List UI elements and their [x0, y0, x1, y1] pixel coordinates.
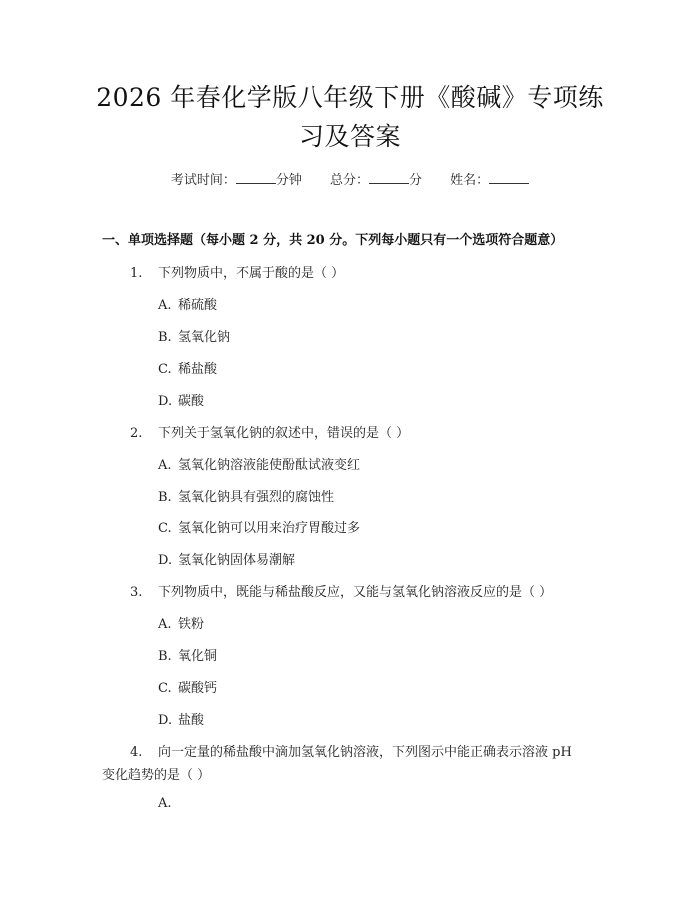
- question-4-continuation: 变化趋势的是（ ）: [102, 768, 211, 783]
- question-number: 1.: [130, 266, 143, 281]
- option-letter: D.: [158, 713, 173, 728]
- time-blank: [236, 172, 276, 184]
- question-1: [130, 262, 344, 281]
- option-letter: B.: [158, 490, 172, 505]
- question-text: 下列物质中，不属于酸的是（ ）: [158, 266, 345, 281]
- option-letter: A.: [158, 298, 172, 313]
- option-text: 盐酸: [178, 713, 205, 728]
- option-2c: [158, 517, 360, 536]
- exam-name: [450, 169, 529, 188]
- option-1a: [158, 294, 217, 313]
- option-text: 氢氧化钠溶液能使酚酞试液变红: [178, 458, 361, 473]
- option-text: 氢氧化钠可以用来治疗胃酸过多: [178, 521, 361, 536]
- question-text-line-1: 向一定量的稀盐酸中滴加氢氧化钠溶液，下列图示中能正确表示溶液 pH: [158, 745, 572, 760]
- option-2d: [158, 549, 295, 568]
- option-letter: C.: [158, 362, 172, 377]
- option-4a: [158, 796, 178, 811]
- exam-time: [171, 169, 302, 188]
- score-blank: [369, 172, 409, 184]
- question-number: 2.: [130, 426, 143, 441]
- option-letter: C.: [158, 681, 172, 696]
- option-3a: [158, 613, 204, 632]
- question-number: 4.: [130, 745, 143, 760]
- question-4: [130, 741, 572, 760]
- question-2: [130, 422, 409, 441]
- exam-meta: [0, 169, 700, 188]
- name-blank: [489, 172, 529, 184]
- option-1d: [158, 390, 204, 409]
- option-text: 稀硫酸: [178, 298, 218, 313]
- option-3c: [158, 677, 217, 696]
- option-text: 氢氧化钠固体易潮解: [178, 553, 296, 568]
- question-3: [130, 581, 552, 600]
- option-letter: D.: [158, 394, 173, 409]
- title-line-1: 2026 年春化学版八年级下册《酸碱》专项练: [96, 83, 604, 112]
- section-title: 一、单项选择题（每小题 2 分，共 20 分。下列每小题只有一个选项符合题意）: [102, 233, 564, 248]
- option-letter: C.: [158, 521, 172, 536]
- question-text: 下列物质中，既能与稀盐酸反应，又能与氢氧化钠溶液反应的是（ ）: [158, 585, 553, 600]
- option-3d: [158, 709, 204, 728]
- score-label: 总分：: [329, 173, 369, 188]
- time-label: 考试时间：: [170, 173, 236, 188]
- option-letter: B.: [158, 330, 172, 345]
- option-2b: [158, 486, 334, 505]
- question-number: 3.: [130, 585, 143, 600]
- option-text: 氢氧化钠具有强烈的腐蚀性: [178, 490, 335, 505]
- title-line-2: 习及答案: [298, 122, 401, 151]
- option-text: 氢氧化钠: [178, 330, 231, 345]
- option-letter: A.: [158, 458, 172, 473]
- score-unit: 分: [409, 173, 423, 188]
- name-label: 姓名：: [450, 173, 490, 188]
- time-unit: 分钟: [275, 173, 302, 188]
- document-title: [60, 78, 640, 156]
- option-text: 稀盐酸: [178, 362, 218, 377]
- question-text: 下列关于氢氧化钠的叙述中，错误的是（ ）: [158, 426, 410, 441]
- option-text: 碳酸: [178, 394, 205, 409]
- exam-score: [330, 169, 422, 188]
- option-text: 氧化铜: [178, 649, 218, 664]
- option-text: 铁粉: [178, 617, 205, 632]
- option-3b: [158, 645, 217, 664]
- option-text: 碳酸钙: [178, 681, 218, 696]
- option-letter: D.: [158, 553, 173, 568]
- option-2a: [158, 454, 360, 473]
- option-1b: [158, 326, 230, 345]
- option-1c: [158, 358, 217, 377]
- option-letter: B.: [158, 649, 172, 664]
- option-letter: A.: [158, 617, 172, 632]
- option-letter: A.: [158, 796, 172, 811]
